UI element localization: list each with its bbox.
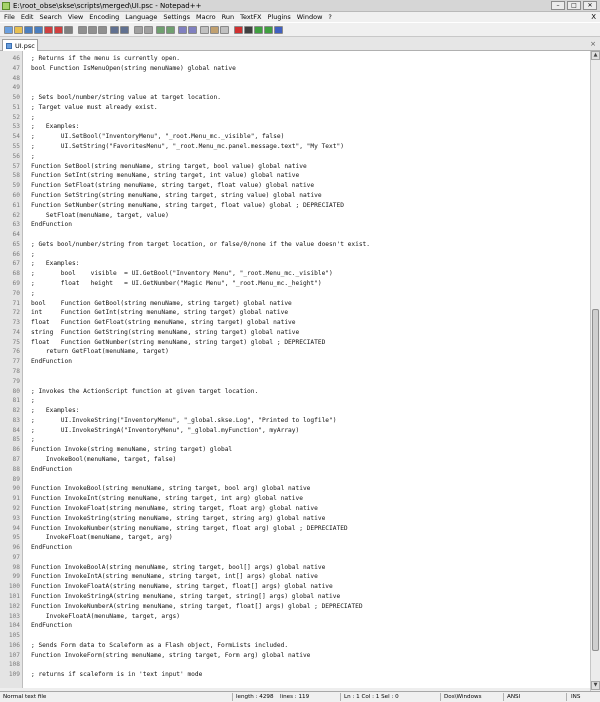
print-icon[interactable] xyxy=(64,26,73,34)
line-number: 74 xyxy=(12,328,20,336)
code-line[interactable] xyxy=(0,357,590,367)
code-line[interactable] xyxy=(0,211,590,221)
code-line[interactable] xyxy=(0,54,590,64)
line-number: 92 xyxy=(12,504,20,512)
code-line[interactable] xyxy=(0,406,590,416)
code-line[interactable] xyxy=(0,445,590,455)
line-number: 69 xyxy=(12,279,20,287)
code-text: Function SetInt(string menuName, string target, int value) global native xyxy=(31,172,300,180)
redo-icon[interactable] xyxy=(120,26,129,34)
line-number: 105 xyxy=(8,632,20,640)
code-line[interactable] xyxy=(0,592,590,602)
code-line[interactable] xyxy=(0,367,590,377)
code-line[interactable] xyxy=(0,621,590,631)
code-text: Function InvokeForm(string menuName, string target, Form arg) global native xyxy=(31,651,311,659)
code-line[interactable] xyxy=(0,670,590,680)
sync-v-icon[interactable] xyxy=(178,26,187,34)
line-number: 109 xyxy=(8,671,20,679)
stop-icon[interactable] xyxy=(244,26,253,34)
code-text: EndFunction xyxy=(31,221,72,229)
sync-h-icon[interactable] xyxy=(188,26,197,34)
code-text: ; UI.InvokeString("InventoryMenu", "_global.skse.Log", "Printed to logfile") xyxy=(31,416,337,424)
play-icon[interactable] xyxy=(254,26,263,34)
code-text: Function SetBool(string menuName, string target, bool value) global native xyxy=(31,162,307,170)
code-text: string Function GetString(string menuName, string target) global native xyxy=(31,328,300,336)
code-text: Function SetNumber(string menuName, string target, float value) global ; DEPRECIATED xyxy=(31,201,344,209)
code-text: Function InvokeInt(string menuName, string target, int arg) global native xyxy=(31,495,303,503)
line-number: 51 xyxy=(12,103,20,111)
menu-view[interactable]: View xyxy=(67,13,84,21)
code-text: Function SetString(string menuName, string target, string value) global native xyxy=(31,191,322,199)
code-line[interactable] xyxy=(0,279,590,289)
code-line[interactable] xyxy=(0,543,590,553)
scroll-up-arrow-icon[interactable]: ▲ xyxy=(591,51,600,60)
close-document-x[interactable]: X xyxy=(591,13,596,21)
status-lines: lines : 119 xyxy=(280,694,310,700)
code-lines xyxy=(0,54,590,680)
status-position: Ln : 1 Col : 1 Sel : 0 xyxy=(344,694,399,700)
code-text: ; xyxy=(31,397,35,405)
line-number: 93 xyxy=(12,514,20,522)
code-line[interactable] xyxy=(0,484,590,494)
code-line[interactable] xyxy=(0,641,590,651)
code-line[interactable] xyxy=(0,318,590,328)
line-number: 48 xyxy=(12,74,20,82)
code-text: ; xyxy=(31,152,35,160)
code-line[interactable] xyxy=(0,103,590,113)
code-text: ; Examples: xyxy=(31,123,80,131)
menu-encoding[interactable]: Encoding xyxy=(89,13,120,21)
code-text: ; Gets bool/number/string from target location, or false/0/none if the value doesn't exist. xyxy=(31,240,370,248)
code-text: Function InvokeNumberA(string menuName, string target, float[] args) global ; DEPRECIATED xyxy=(31,602,363,610)
scrollbar-thumb[interactable] xyxy=(592,309,599,651)
line-number: 56 xyxy=(12,152,20,160)
tab-ui-psc[interactable] xyxy=(2,39,38,51)
code-text: InvokeFloatA(menuName, target, args) xyxy=(31,612,181,620)
code-line[interactable] xyxy=(0,64,590,74)
menu-textfx[interactable]: TextFX xyxy=(240,13,262,21)
code-line[interactable] xyxy=(0,631,590,641)
tab-label: UI.psc xyxy=(15,42,35,50)
menu-search[interactable]: Search xyxy=(39,13,62,21)
code-text: EndFunction xyxy=(31,465,72,473)
close-all-icon[interactable] xyxy=(54,26,63,34)
line-number: 55 xyxy=(12,143,20,151)
code-line[interactable] xyxy=(0,514,590,524)
code-text: Function InvokeIntA(string menuName, string target, int[] args) global native xyxy=(31,573,318,581)
save-all-icon[interactable] xyxy=(34,26,43,34)
code-line[interactable] xyxy=(0,582,590,592)
menu-language[interactable]: Language xyxy=(125,13,158,21)
code-line[interactable] xyxy=(0,289,590,299)
line-number: 50 xyxy=(12,94,20,102)
line-number: 107 xyxy=(8,651,20,659)
code-text: Function InvokeBool(string menuName, string target, bool arg) global native xyxy=(31,485,311,493)
new-file-icon[interactable] xyxy=(4,26,13,34)
line-number: 66 xyxy=(12,250,20,258)
code-line[interactable] xyxy=(0,455,590,465)
code-text: Function InvokeFloatA(string menuName, string target, float[] args) global native xyxy=(31,583,333,591)
line-number: 104 xyxy=(8,622,20,630)
record-icon[interactable] xyxy=(234,26,243,34)
run-multiple-icon[interactable] xyxy=(264,26,273,34)
code-line[interactable] xyxy=(0,338,590,348)
line-number: 95 xyxy=(12,534,20,542)
code-text: Function Invoke(string menuName, string target) global xyxy=(31,446,233,454)
menu-plugins[interactable]: Plugins xyxy=(267,13,291,21)
open-file-icon[interactable] xyxy=(14,26,23,34)
line-number: 78 xyxy=(12,368,20,375)
line-number: 97 xyxy=(12,553,20,561)
code-text: ; xyxy=(31,113,35,121)
line-number: 87 xyxy=(12,456,20,464)
status-eol: Dos\Windows xyxy=(444,694,482,700)
code-line[interactable] xyxy=(0,553,590,563)
menu-bar xyxy=(0,12,600,22)
code-line[interactable] xyxy=(0,152,590,162)
code-line[interactable] xyxy=(0,435,590,445)
line-number: 76 xyxy=(12,348,20,356)
code-line[interactable] xyxy=(0,191,590,201)
code-text: Function InvokeFloat(string menuName, string target, float arg) global native xyxy=(31,504,318,512)
code-text: SetFloat(menuName, target, value) xyxy=(31,211,169,219)
line-number: 89 xyxy=(12,475,20,483)
code-line[interactable] xyxy=(0,259,590,269)
line-number: 82 xyxy=(12,407,20,415)
save-macro-icon[interactable] xyxy=(274,26,283,34)
line-number: 108 xyxy=(8,661,20,669)
code-text: InvokeFloat(menuName, target, arg) xyxy=(31,534,173,542)
line-number: 58 xyxy=(12,172,20,180)
code-text: InvokeBool(menuName, target, false) xyxy=(31,456,177,464)
code-line[interactable] xyxy=(0,377,590,387)
code-text: Function InvokeNumber(string menuName, string target, float arg) global ; DEPRECIATED xyxy=(31,524,348,532)
notepad-plus-plus-icon xyxy=(2,2,10,10)
line-number: 71 xyxy=(12,299,20,307)
window-title: E:\root_obse\skse\scripts\merged\UI.psc - Notepad++ xyxy=(13,2,202,10)
code-line[interactable] xyxy=(0,220,590,230)
code-line[interactable] xyxy=(0,572,590,582)
line-number: 99 xyxy=(12,573,20,581)
line-number: 46 xyxy=(12,55,20,62)
menu-window[interactable]: Window xyxy=(296,13,323,21)
code-line[interactable] xyxy=(0,524,590,534)
line-number: 72 xyxy=(12,309,20,317)
tab-close-icon[interactable]: × xyxy=(590,40,596,48)
menu-macro[interactable]: Macro xyxy=(195,13,216,21)
code-text: ; Examples: xyxy=(31,260,80,268)
file-icon xyxy=(6,43,12,49)
copy-icon[interactable] xyxy=(88,26,97,34)
code-text: ; Sends Form data to Scaleform as a Flash object, FormLists included. xyxy=(31,641,289,649)
code-text: ; Target value must already exist. xyxy=(31,103,158,111)
tab-bar xyxy=(0,37,600,51)
code-text: Function InvokeString(string menuName, string target, string arg) global native xyxy=(31,514,326,522)
code-text: ; Examples: xyxy=(31,407,80,415)
line-number: 85 xyxy=(12,436,20,444)
code-line[interactable] xyxy=(0,171,590,181)
paste-icon[interactable] xyxy=(98,26,107,34)
line-number: 86 xyxy=(12,446,20,454)
code-line[interactable] xyxy=(0,660,590,670)
line-number: 65 xyxy=(12,240,20,248)
minimize-button[interactable]: – xyxy=(551,1,565,10)
title-bar xyxy=(0,0,600,12)
line-number: 98 xyxy=(12,563,20,571)
window-controls xyxy=(551,1,597,10)
close-icon[interactable] xyxy=(44,26,53,34)
text-editor[interactable] xyxy=(0,51,590,688)
status-encoding: ANSI xyxy=(507,694,521,700)
code-line[interactable] xyxy=(0,328,590,338)
line-number: 103 xyxy=(8,612,20,620)
line-number: 96 xyxy=(12,544,20,552)
line-number: 83 xyxy=(12,416,20,424)
code-line[interactable] xyxy=(0,465,590,475)
status-length: length : 4298 xyxy=(236,694,274,700)
line-number: 91 xyxy=(12,495,20,503)
code-line[interactable] xyxy=(0,533,590,543)
code-line[interactable] xyxy=(0,113,590,123)
code-line[interactable] xyxy=(0,201,590,211)
line-number: 100 xyxy=(8,583,20,591)
line-number: 70 xyxy=(12,289,20,297)
line-number: 101 xyxy=(8,592,20,600)
line-number: 62 xyxy=(12,211,20,219)
code-text: float Function GetNumber(string menuName, string target) global ; DEPRECIATED xyxy=(31,338,326,346)
menu-file[interactable]: File xyxy=(4,13,15,21)
line-number: 52 xyxy=(12,113,20,121)
save-icon[interactable] xyxy=(24,26,33,34)
menu-help[interactable]: ? xyxy=(328,13,332,21)
line-number: 63 xyxy=(12,221,20,229)
code-line[interactable] xyxy=(0,74,590,84)
line-number: 81 xyxy=(12,397,20,405)
code-text: EndFunction xyxy=(31,358,72,366)
code-text: Function InvokeStringA(string menuName, string target, string[] args) global native xyxy=(31,592,341,600)
code-text: ; xyxy=(31,436,35,444)
zoom-in-icon[interactable] xyxy=(156,26,165,34)
code-line[interactable] xyxy=(0,504,590,514)
line-number: 73 xyxy=(12,319,20,327)
code-line[interactable] xyxy=(0,416,590,426)
line-number: 79 xyxy=(12,377,20,385)
toolbar xyxy=(0,22,600,37)
code-line[interactable] xyxy=(0,250,590,260)
code-line[interactable] xyxy=(0,299,590,309)
code-line[interactable] xyxy=(0,651,590,661)
line-number: 54 xyxy=(12,133,20,141)
code-text: ; UI.SetBool("InventoryMenu", "_root.Menu_mc._visible", false) xyxy=(31,133,285,141)
code-text: ; float height = UI.GetNumber("Magic Menu", "_root.Menu_mc._height") xyxy=(31,279,322,287)
indent-guide-icon[interactable] xyxy=(220,26,229,34)
scroll-down-arrow-icon[interactable]: ▼ xyxy=(591,681,600,690)
line-number: 67 xyxy=(12,260,20,268)
code-text: return GetFloat(menuName, target) xyxy=(31,348,169,356)
code-line[interactable] xyxy=(0,494,590,504)
line-number: 59 xyxy=(12,182,20,190)
code-text: ; Returns if the menu is currently open. xyxy=(31,55,181,62)
code-line[interactable] xyxy=(0,475,590,485)
code-text: EndFunction xyxy=(31,544,72,552)
menu-edit[interactable]: Edit xyxy=(20,13,34,21)
code-line[interactable] xyxy=(0,181,590,191)
code-line[interactable] xyxy=(0,240,590,250)
line-number: 88 xyxy=(12,465,20,473)
line-number: 47 xyxy=(12,64,20,72)
cut-icon[interactable] xyxy=(78,26,87,34)
line-number: 77 xyxy=(12,358,20,366)
line-number: 80 xyxy=(12,387,20,395)
code-text: Function SetFloat(string menuName, string target, float value) global native xyxy=(31,182,315,190)
code-text: float Function GetFloat(string menuName, string target) global native xyxy=(31,319,296,327)
code-text: ; Invokes the ActionScript function at given target location. xyxy=(31,387,259,395)
word-wrap-icon[interactable] xyxy=(200,26,209,34)
code-text: ; UI.InvokeStringA("InventoryMenu", "_global.myFunction", myArray) xyxy=(31,426,300,434)
code-text: int Function GetInt(string menuName, string target) global native xyxy=(31,309,289,317)
menu-settings[interactable]: Settings xyxy=(163,13,190,21)
code-line[interactable] xyxy=(0,387,590,397)
vertical-scrollbar[interactable] xyxy=(590,51,600,691)
maximize-button[interactable]: □ xyxy=(567,1,581,10)
status-bar xyxy=(0,691,600,702)
code-line[interactable] xyxy=(0,142,590,152)
replace-icon[interactable] xyxy=(144,26,153,34)
menu-run[interactable]: Run xyxy=(221,13,235,21)
line-number: 64 xyxy=(12,231,20,239)
code-line[interactable] xyxy=(0,230,590,240)
code-line[interactable] xyxy=(0,132,590,142)
code-line[interactable] xyxy=(0,162,590,172)
line-number: 60 xyxy=(12,191,20,199)
code-line[interactable] xyxy=(0,122,590,132)
code-line[interactable] xyxy=(0,612,590,622)
status-file-type: Normal text file xyxy=(3,694,47,700)
code-text: EndFunction xyxy=(31,622,72,630)
code-line[interactable] xyxy=(0,426,590,436)
code-line[interactable] xyxy=(0,93,590,103)
code-line[interactable] xyxy=(0,602,590,612)
status-insert-mode: INS xyxy=(571,694,581,700)
code-line[interactable] xyxy=(0,308,590,318)
undo-icon[interactable] xyxy=(110,26,119,34)
line-number: 94 xyxy=(12,524,20,532)
code-line[interactable] xyxy=(0,269,590,279)
line-number: 49 xyxy=(12,84,20,92)
all-chars-icon[interactable] xyxy=(210,26,219,34)
line-number: 106 xyxy=(8,641,20,649)
code-text: ; bool visible = UI.GetBool("Inventory Menu", "_root.Menu_mc._visible") xyxy=(31,270,333,278)
code-text: ; xyxy=(31,289,35,297)
code-line[interactable] xyxy=(0,563,590,573)
code-text: ; xyxy=(31,250,35,258)
line-number: 61 xyxy=(12,201,20,209)
code-text: bool Function IsMenuOpen(string menuName) global native xyxy=(31,64,236,72)
line-number: 68 xyxy=(12,270,20,278)
code-text: Function InvokeBoolA(string menuName, string target, bool[] args) global native xyxy=(31,563,326,571)
code-line[interactable] xyxy=(0,83,590,93)
code-text: ; UI.SetString("FavoritesMenu", "_root.Menu_mc.panel.message.text", "My Text") xyxy=(31,143,344,151)
zoom-out-icon[interactable] xyxy=(166,26,175,34)
line-number: 102 xyxy=(8,602,20,610)
line-number: 57 xyxy=(12,162,20,170)
code-line[interactable] xyxy=(0,347,590,357)
code-text: ; Sets bool/number/string value at target location. xyxy=(31,94,221,102)
line-number: 75 xyxy=(12,338,20,346)
code-text: bool Function GetBool(string menuName, string target) global native xyxy=(31,299,292,307)
line-number: 90 xyxy=(12,485,20,493)
line-number: 84 xyxy=(12,426,20,434)
close-button[interactable]: ✕ xyxy=(583,1,597,10)
code-text: ; returns if scaleform is in 'text input' mode xyxy=(31,671,203,679)
code-line[interactable] xyxy=(0,396,590,406)
find-icon[interactable] xyxy=(134,26,143,34)
line-number: 53 xyxy=(12,123,20,131)
